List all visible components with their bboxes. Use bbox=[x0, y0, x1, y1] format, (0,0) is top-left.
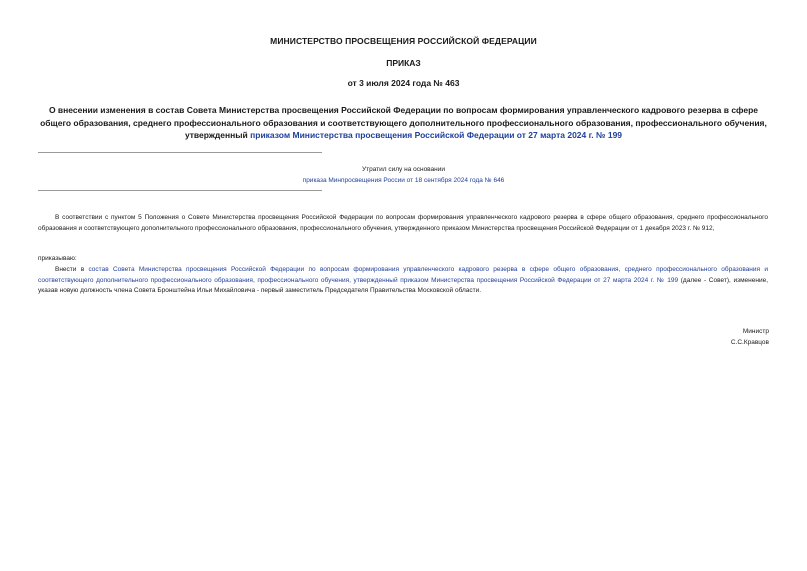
signatory-position: Министр bbox=[742, 328, 769, 335]
title-order-link[interactable]: приказом Министерства просвещения Российской Федерации от 27 марта 2024 г. № 199 bbox=[250, 130, 623, 140]
order-paragraph bbox=[38, 265, 768, 297]
council-composition-link[interactable]: состав Совета Министерства просвещения Российской Федерации по вопросам формирования управленческого кадрового резерва в сфере общего образования, среднего профессионального образования и соответствующего дополнительного профессионального образования, профессионального обучения, утвержденный приказом Министерства просвещения Российской Федерации от 27 марта 2024 г. № 199 bbox=[38, 266, 768, 284]
document-title bbox=[40, 104, 767, 142]
divider-top bbox=[38, 152, 322, 153]
status-line-2 bbox=[0, 175, 807, 186]
signatory-name: С.С.Кравцов bbox=[730, 339, 769, 346]
preamble-paragraph: В соответствии с пунктом 5 Положения о Совете Министерства просвещения Российской Федерации по вопросам формирования управленческого кадрового резерва в сфере общего образования, среднего профессионального образования и соответствующего дополнительного профессионального образования, профессионального обучения, утвержденного приказом Министерства просвещения Российской Федерации от 1 декабря 2023 г. № 912, bbox=[38, 214, 768, 232]
repeal-order-link[interactable]: приказа Минпросвещения России от 18 сентября 2024 года № 646 bbox=[302, 177, 505, 184]
document-type: ПРИКАЗ bbox=[386, 58, 421, 68]
order-suffix: (далее - Совет), изменение, указав новую должность члена Совета Бронштейна Ильи Михайловича - первый заместитель Председателя Правительства Московской области. bbox=[38, 276, 768, 294]
ministry-heading: МИНИСТЕРСТВО ПРОСВЕЩЕНИЯ РОССИЙСКОЙ ФЕДЕРАЦИИ bbox=[270, 36, 537, 46]
title-text: О внесении изменения в состав Совета Министерства просвещения Российской Федерации по вопросам формирования управленческого кадрового резерва в сфере общего образования, среднего профессионального образования и соответствующего дополнительного профессионального образования, профессионального обучения, утвержденный bbox=[40, 105, 767, 140]
order-prefix: Внести в bbox=[55, 266, 89, 273]
document-date-number: от 3 июля 2024 года № 463 bbox=[347, 78, 460, 88]
order-word: приказываю: bbox=[38, 255, 77, 262]
divider-bottom bbox=[38, 190, 322, 191]
status-label: Утратил силу на основании bbox=[361, 166, 446, 173]
